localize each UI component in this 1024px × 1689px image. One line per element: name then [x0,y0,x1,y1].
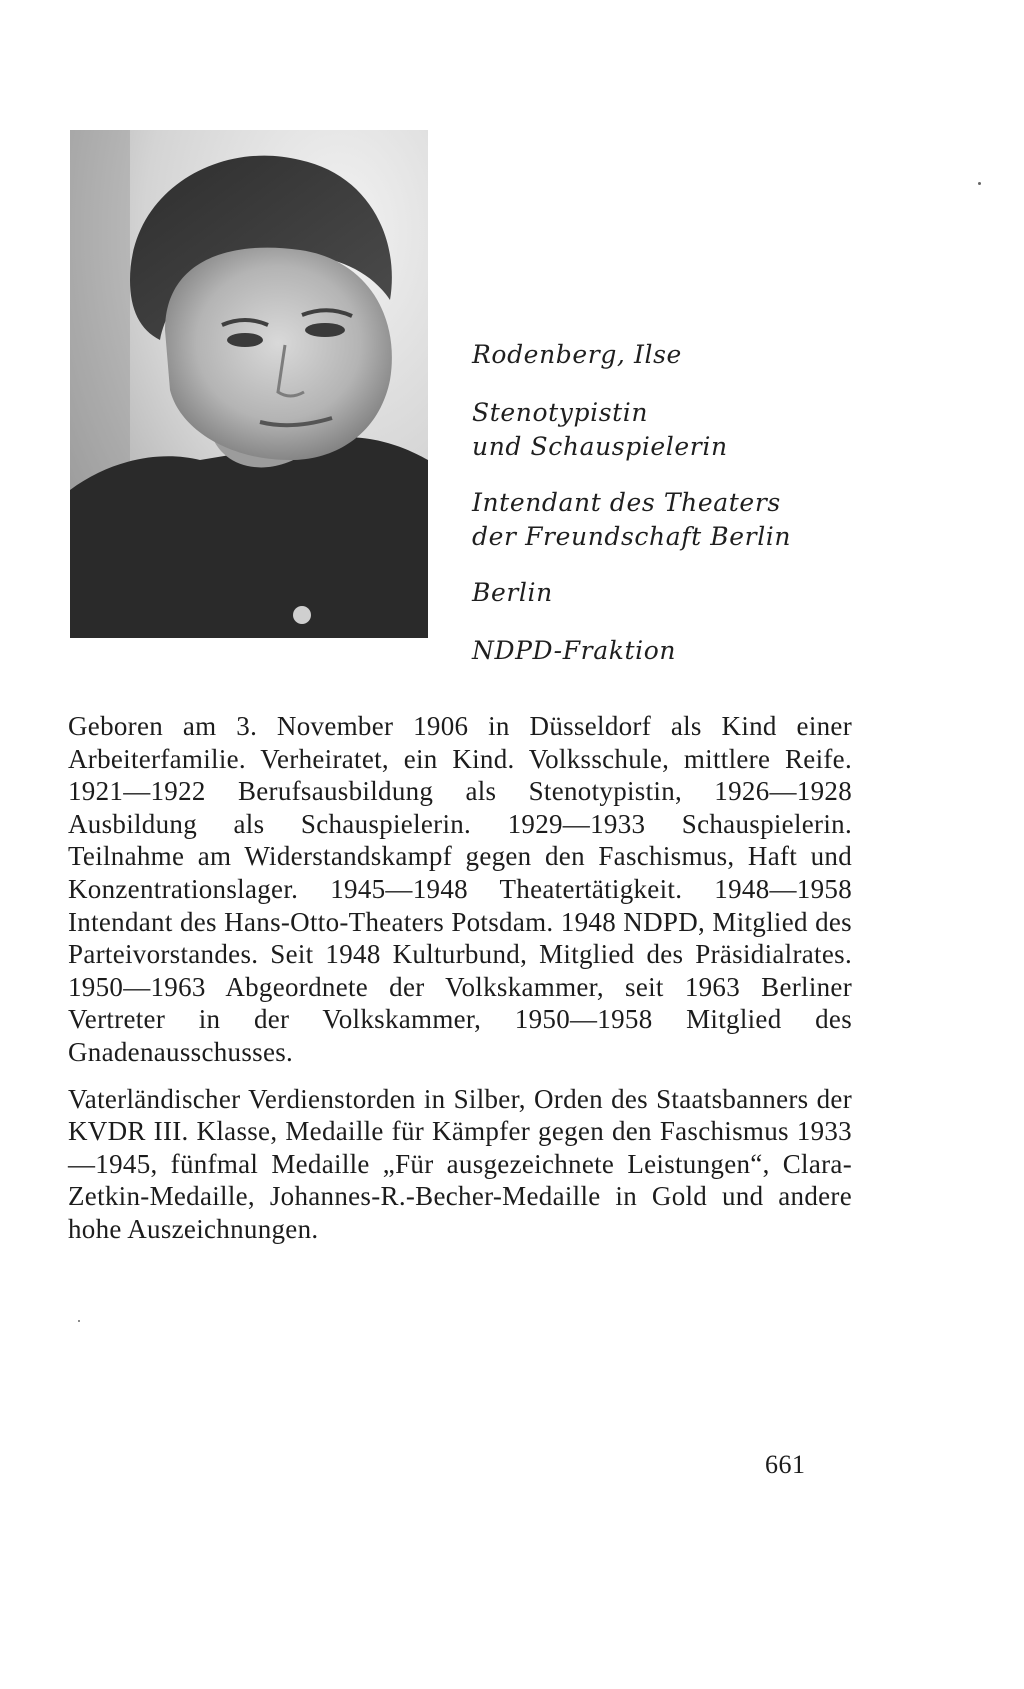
member-profession [472,396,892,464]
position-line-2: der Freundschaft Berlin [472,522,792,551]
portrait-photo [70,130,428,638]
member-location: Berlin [472,578,553,607]
position-line-1: Intendant des Theaters [472,488,781,517]
biography [68,710,852,1260]
page-number: 661 [765,1450,806,1479]
scan-speck [978,182,981,185]
profession-line-2: und Schauspielerin [472,432,728,461]
member-info [472,338,892,692]
member-position [472,486,892,554]
biography-paragraph-2: Vaterländischer Verdienstorden in Silber, Orden des Staatsbanners der KVDR III. Klasse, Medaille für Kämpfer gegen den Faschismus 1933—1945, fünfmal Medaille „Für ausgezeichnete Leistungen“, Clara-Zetkin-Medaille, Johannes-R.-Becher-Medaille in Gold und andere hohe Auszeichnungen. [68,1083,852,1244]
scan-speck [78,1320,80,1322]
profession-line-1: Stenotypistin [472,398,649,427]
biography-paragraph-1: Geboren am 3. November 1906 in Düsseldorf als Kind einer Arbeiterfamilie. Verheiratet, ein Kind. Volksschule, mittlere Reife. 1921—1922 Berufsausbildung als Stenotypistin, 1926—1928 Ausbildung als Schauspielerin. 1929—1933 Schauspielerin. Teilnahme am Widerstandskampf gegen den Faschismus, Haft und Konzentrationslager. 1945—1948 Theatertätigkeit. 1948—1958 Intendant des Hans-Otto-Theaters Potsdam. 1948 NDPD, Mitglied des Parteivorstandes. Seit 1948 Kulturbund, Mitglied des Präsidialrates. 1950—1963 Abgeordnete der Volkskammer, seit 1963 Berliner Vertreter in der Volkskammer, 1950—1958 Mitglied des Gnadenausschusses. [68,711,852,1067]
member-faction: NDPD-Fraktion [472,636,677,665]
member-name: Rodenberg, Ilse [472,340,682,369]
